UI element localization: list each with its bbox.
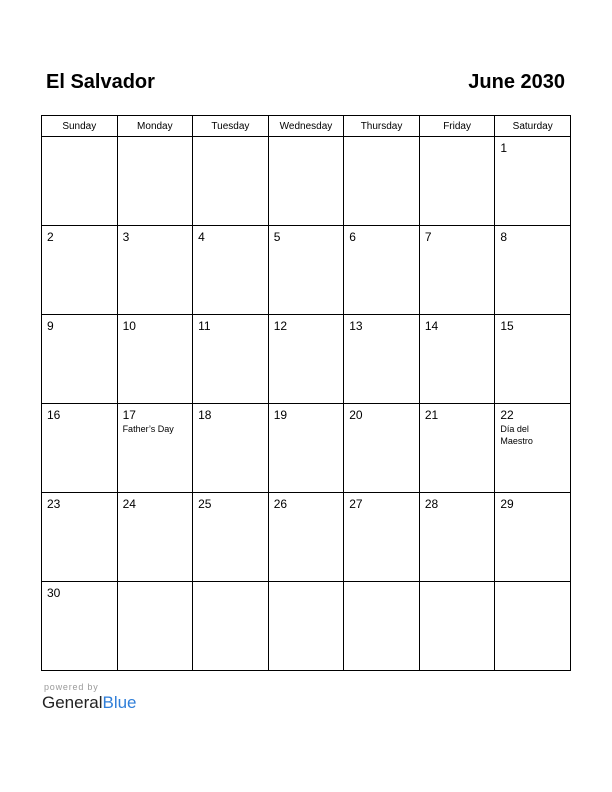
day-cell xyxy=(419,137,495,226)
day-cell xyxy=(117,226,193,315)
day-cell xyxy=(268,404,344,493)
week-row xyxy=(42,582,571,671)
day-cell xyxy=(193,315,269,404)
day-cell xyxy=(495,226,571,315)
day-number: 8 xyxy=(500,230,508,244)
weekday-header: Tuesday xyxy=(193,116,269,137)
day-cell xyxy=(42,137,118,226)
footer xyxy=(42,682,137,713)
day-cell xyxy=(495,137,571,226)
day-number: 12 xyxy=(273,319,288,333)
week-row xyxy=(42,315,571,404)
day-number: 24 xyxy=(122,497,136,511)
day-cell xyxy=(344,582,420,671)
country-title: El Salvador xyxy=(46,71,155,93)
day-cell xyxy=(419,582,495,671)
week-row xyxy=(42,404,571,493)
day-cell xyxy=(117,315,193,404)
day-cell xyxy=(268,493,344,582)
day-cell xyxy=(42,315,118,404)
day-cell xyxy=(495,582,571,671)
brand-blue: Blue xyxy=(102,693,137,712)
day-number: 17 xyxy=(122,408,136,422)
holiday-label: Father’s Day xyxy=(122,424,174,434)
day-number: 22 xyxy=(500,408,514,422)
holiday-label: Día del Maestro xyxy=(500,424,533,446)
day-cell xyxy=(117,582,193,671)
day-number: 30 xyxy=(47,586,61,600)
week-row xyxy=(42,493,571,582)
day-cell xyxy=(268,582,344,671)
weekday-header: Friday xyxy=(419,116,495,137)
day-cell xyxy=(193,137,269,226)
day-number: 9 xyxy=(47,319,54,333)
week-row xyxy=(42,137,571,226)
day-number: 7 xyxy=(424,230,432,244)
day-number: 21 xyxy=(424,408,439,422)
day-cell xyxy=(117,137,193,226)
day-cell xyxy=(344,493,420,582)
day-cell xyxy=(117,493,193,582)
day-number: 3 xyxy=(122,230,130,244)
day-cell xyxy=(419,404,495,493)
day-number: 27 xyxy=(349,497,363,511)
day-number: 29 xyxy=(500,497,514,511)
day-cell xyxy=(419,493,495,582)
weekday-header: Sunday xyxy=(42,116,118,137)
day-cell xyxy=(419,315,495,404)
day-number: 6 xyxy=(349,230,356,244)
day-cell xyxy=(268,315,344,404)
week-row xyxy=(42,226,571,315)
day-number: 28 xyxy=(424,497,439,511)
day-number: 19 xyxy=(273,408,288,422)
day-cell xyxy=(42,493,118,582)
day-cell xyxy=(495,404,571,493)
weekday-header: Saturday xyxy=(495,116,571,137)
day-number: 5 xyxy=(273,230,281,244)
day-cell xyxy=(42,226,118,315)
calendar-body xyxy=(42,137,571,671)
day-cell xyxy=(268,137,344,226)
day-number: 10 xyxy=(122,319,136,333)
day-number: 25 xyxy=(198,497,212,511)
day-cell xyxy=(344,137,420,226)
weekday-header: Wednesday xyxy=(268,116,344,137)
day-cell xyxy=(42,582,118,671)
day-number: 14 xyxy=(424,319,439,333)
day-cell xyxy=(193,582,269,671)
day-cell xyxy=(193,493,269,582)
day-number: 1 xyxy=(500,141,508,155)
powered-by-text: powered by xyxy=(44,682,99,692)
day-cell xyxy=(193,226,269,315)
day-cell xyxy=(419,226,495,315)
day-cell xyxy=(344,404,420,493)
day-cell xyxy=(42,404,118,493)
day-number: 4 xyxy=(198,230,205,244)
day-cell xyxy=(268,226,344,315)
day-cell xyxy=(344,226,420,315)
calendar-grid xyxy=(41,115,571,671)
brand-logo xyxy=(42,693,137,713)
calendar xyxy=(41,115,571,674)
day-number: 18 xyxy=(198,408,212,422)
day-number: 15 xyxy=(500,319,514,333)
day-cell xyxy=(117,404,193,493)
day-number: 23 xyxy=(47,497,61,511)
day-cell xyxy=(344,315,420,404)
weekday-header-row xyxy=(42,116,571,137)
weekday-header: Monday xyxy=(117,116,193,137)
weekday-header: Thursday xyxy=(344,116,420,137)
day-cell xyxy=(495,315,571,404)
day-number: 20 xyxy=(349,408,363,422)
month-title: June 2030 xyxy=(468,71,565,93)
day-cell xyxy=(495,493,571,582)
day-number: 2 xyxy=(47,230,54,244)
brand-general: General xyxy=(42,693,103,712)
day-number: 26 xyxy=(273,497,288,511)
day-number: 16 xyxy=(47,408,61,422)
day-cell xyxy=(193,404,269,493)
day-number: 13 xyxy=(349,319,363,333)
day-number: 11 xyxy=(198,319,211,333)
